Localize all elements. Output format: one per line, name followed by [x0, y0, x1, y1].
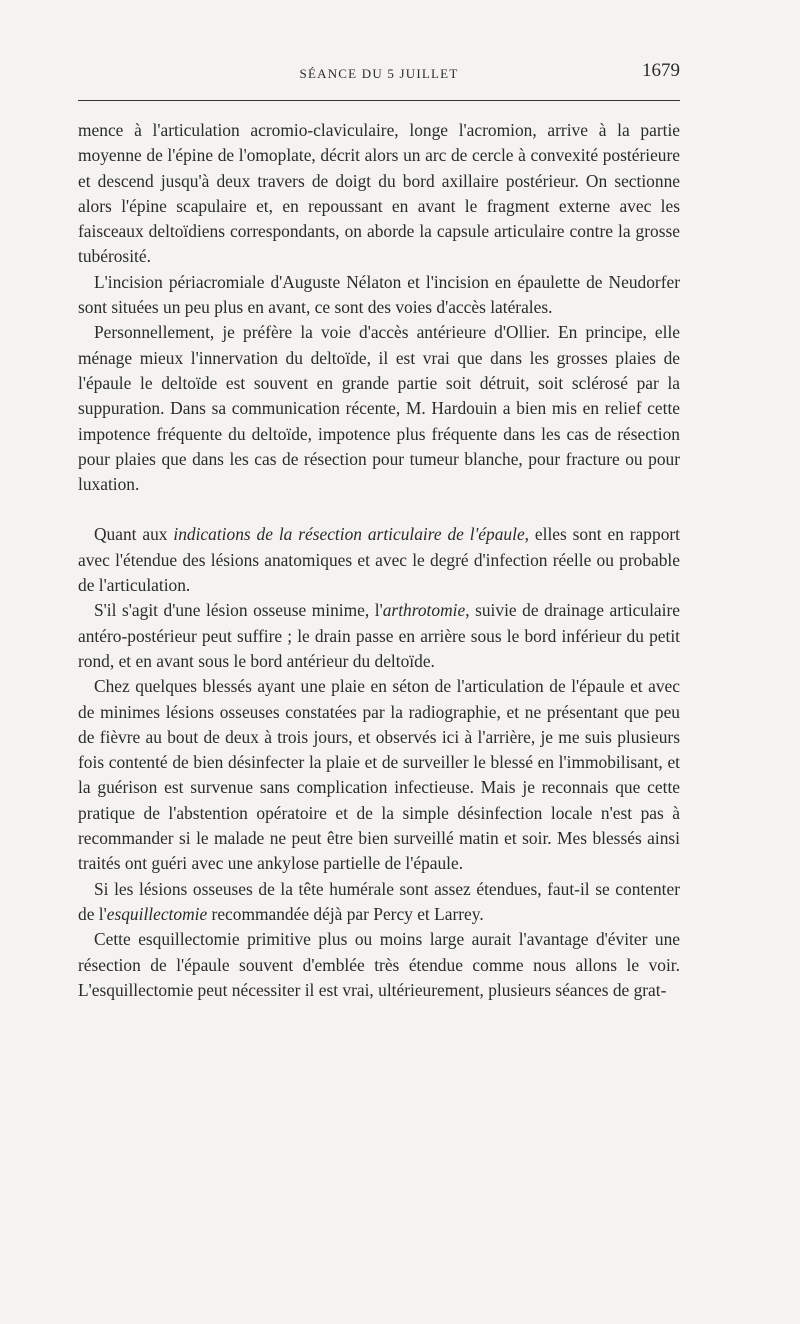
paragraph-text: , suivie de drainage articulaire antéro-postérieur peut suffire ; le drain passe en arrière sous le bord inférieur du petit rond, et en avant sous le bord antérieur du deltoïde. — [78, 600, 680, 671]
paragraph: L'incision périacromiale d'Auguste Nélaton et l'incision en épaulette de Neudorfer sont situées un peu plus en avant, ce sont des voies d'accès latérales. — [78, 271, 680, 318]
paragraph: Chez quelques blessés ayant une plaie en séton de l'articulation de l'épaule et avec de minimes lésions osseuses constatées par la radiographie, et ne présentant que peu de fièvre au bout de deux à trois jours, et observés ici à l'arrière, je me suis plusieurs fois contenté de bien désinfecter la plaie et de surveiller le blessé en l'immobilisant, et la guérison est survenue sans complication infectieuse. Mais je reconnais que cette pratique de l'abstention opératoire et de la simple désinfection locale n'est pas à recommander si le malade ne peut être bien surveillé matin et soir. Mes blessés ainsi traités ont guéri avec une ankylose partielle de l'épaule. — [78, 676, 680, 874]
paragraph — [78, 522, 680, 598]
page-header — [78, 60, 680, 90]
header-rule — [78, 100, 680, 101]
paragraph-italic: arthrotomie — [382, 600, 466, 621]
paragraph: mence à l'articulation acromio-claviculaire, longe l'acromion, arrive à la partie moyenne de l'épine de l'omoplate, décrit alors un arc de cercle à convexité postérieure et descend jusqu'à deux travers de doigt du bord axillaire postérieur. On sectionne alors l'épine scapulaire et, en repoussant en avant le fragment externe avec les faisceaux deltoïdiens correspondants, on aborde la capsule articulaire contre la grosse tubérosité. — [78, 120, 680, 267]
running-title: SÉANCE DU 5 JUILLET — [299, 66, 459, 81]
paragraph — [78, 598, 680, 674]
paragraph-text: , elles sont en rapport avec l'étendue des lésions anatomiques et avec le degré d'infection réelle ou probable de l'articulation. — [78, 524, 681, 596]
paragraph-italic: esquillectomie — [106, 903, 208, 924]
paragraph: Personnellement, je préfère la voie d'accès antérieure d'Ollier. En principe, elle ménage mieux l'innervation du deltoïde, il est vrai que dans les grosses plaies de l'épaule le deltoïde est souvent en grande partie soit détruit, soit sclérosé par la suppuration. Dans sa communication récente, M. Hardouin a bien mis en relief cette impotence fréquente du deltoïde, impotence plus fréquente dans les cas de résection pour plaies que dans les cas de résection pour tumeur blanche, pour fracture ou pour luxation. — [78, 322, 680, 495]
paragraph — [78, 877, 680, 928]
body-text — [78, 118, 680, 1003]
paragraph-text: Si les lésions osseuses de la tête humérale sont assez étendues, faut-il se contenter de l' — [78, 878, 680, 924]
page-number: 1679 — [642, 60, 680, 81]
paragraph-text: recommandée déjà par Percy et Larrey. — [207, 903, 484, 924]
paragraph: Cette esquillectomie primitive plus ou moins large aurait l'avantage d'éviter une résection de l'épaule souvent d'emblée très étendue comme nous allons le voir. L'esquillectomie peut nécessiter il est vrai, ultérieurement, plusieurs séances de grat- — [78, 929, 680, 1000]
paragraph-text: Quant aux — [94, 524, 174, 545]
paragraph-text: S'il s'agit d'une lésion osseuse minime, l' — [94, 600, 383, 621]
paragraph-italic: indications de la résection articulaire de l'épaule — [173, 524, 525, 545]
